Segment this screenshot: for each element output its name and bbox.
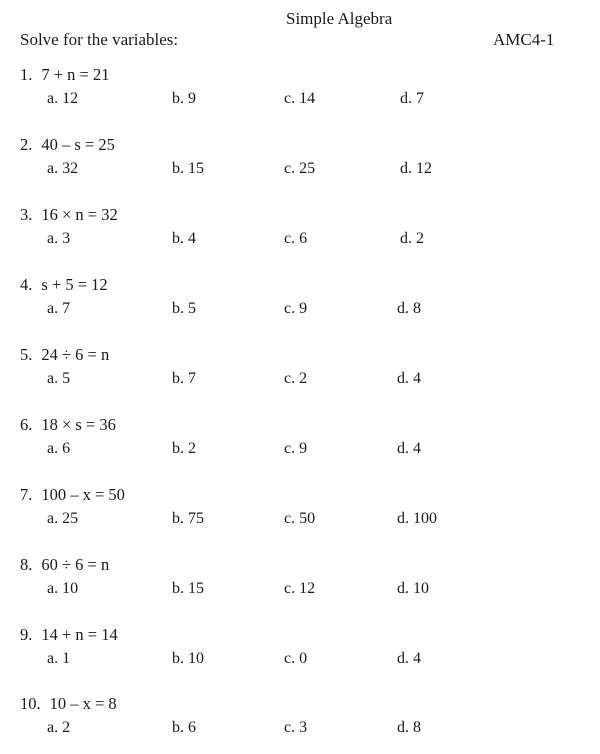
question-line xyxy=(20,275,108,295)
question-line xyxy=(20,694,117,714)
option-a: a. 10 xyxy=(47,580,79,597)
question-7 xyxy=(0,485,600,545)
option-d: d. 2 xyxy=(400,230,424,247)
question-equation: 60 ÷ 6 = n xyxy=(41,555,110,574)
question-equation: s + 5 = 12 xyxy=(41,275,108,294)
question-equation: 24 ÷ 6 = n xyxy=(41,345,110,364)
option-a: a. 12 xyxy=(47,90,79,107)
question-line xyxy=(20,485,125,505)
option-b: b. 2 xyxy=(172,440,196,457)
option-a: a. 2 xyxy=(47,719,71,736)
question-line xyxy=(20,205,118,225)
question-4 xyxy=(0,275,600,335)
question-5 xyxy=(0,345,600,405)
option-c: c. 3 xyxy=(284,719,308,736)
question-equation: 16 × n = 32 xyxy=(41,205,118,224)
option-d: d. 100 xyxy=(397,510,437,527)
option-c: c. 6 xyxy=(284,230,308,247)
question-number: 10. xyxy=(20,694,41,713)
question-number: 8. xyxy=(20,555,33,574)
option-b: b. 75 xyxy=(172,510,204,527)
question-number: 3. xyxy=(20,205,33,224)
option-b: b. 7 xyxy=(172,370,196,387)
option-b: b. 15 xyxy=(172,160,204,177)
option-b: b. 6 xyxy=(172,719,196,736)
worksheet-instructions: Solve for the variables: xyxy=(20,30,179,49)
question-line xyxy=(20,555,109,575)
question-3 xyxy=(0,205,600,265)
question-number: 6. xyxy=(20,415,33,434)
question-line xyxy=(20,345,109,365)
option-c: c. 14 xyxy=(284,90,316,107)
option-b: b. 5 xyxy=(172,300,196,317)
option-d: d. 4 xyxy=(397,650,421,667)
question-1 xyxy=(0,65,600,125)
worksheet-code: AMC4-1 xyxy=(493,30,555,49)
question-number: 2. xyxy=(20,135,33,154)
question-8 xyxy=(0,555,600,615)
option-a: a. 6 xyxy=(47,440,71,457)
option-d: d. 4 xyxy=(397,370,421,387)
question-line xyxy=(20,415,116,435)
question-line xyxy=(20,625,118,645)
question-equation: 10 – x = 8 xyxy=(49,694,117,713)
option-b: b. 10 xyxy=(172,650,204,667)
question-2 xyxy=(0,135,600,195)
option-c: c. 9 xyxy=(284,440,308,457)
option-c: c. 12 xyxy=(284,580,316,597)
option-c: c. 2 xyxy=(284,370,308,387)
question-number: 7. xyxy=(20,485,33,504)
option-d: d. 12 xyxy=(400,160,432,177)
question-number: 5. xyxy=(20,345,33,364)
worksheet-title: Simple Algebra xyxy=(286,9,393,28)
option-c: c. 50 xyxy=(284,510,316,527)
question-line xyxy=(20,135,115,155)
option-a: a. 1 xyxy=(47,650,71,667)
question-equation: 14 + n = 14 xyxy=(41,625,118,644)
option-d: d. 10 xyxy=(397,580,429,597)
option-d: d. 8 xyxy=(397,300,421,317)
question-number: 4. xyxy=(20,275,33,294)
question-line xyxy=(20,65,110,85)
option-d: d. 8 xyxy=(397,719,421,736)
question-6 xyxy=(0,415,600,475)
question-number: 9. xyxy=(20,625,33,644)
question-number: 1. xyxy=(20,65,33,84)
option-a: a. 7 xyxy=(47,300,71,317)
option-a: a. 25 xyxy=(47,510,79,527)
option-c: c. 9 xyxy=(284,300,308,317)
option-a: a. 32 xyxy=(47,160,79,177)
question-equation: 100 – x = 50 xyxy=(41,485,125,504)
option-d: d. 4 xyxy=(397,440,421,457)
question-equation: 40 – s = 25 xyxy=(41,135,115,154)
question-equation: 18 × s = 36 xyxy=(41,415,116,434)
option-c: c. 25 xyxy=(284,160,316,177)
question-9 xyxy=(0,625,600,685)
option-a: a. 5 xyxy=(47,370,71,387)
option-c: c. 0 xyxy=(284,650,308,667)
option-d: d. 7 xyxy=(400,90,424,107)
question-equation: 7 + n = 21 xyxy=(41,65,110,84)
option-b: b. 15 xyxy=(172,580,204,597)
question-10 xyxy=(0,694,600,754)
option-a: a. 3 xyxy=(47,230,71,247)
option-b: b. 9 xyxy=(172,90,196,107)
option-b: b. 4 xyxy=(172,230,196,247)
